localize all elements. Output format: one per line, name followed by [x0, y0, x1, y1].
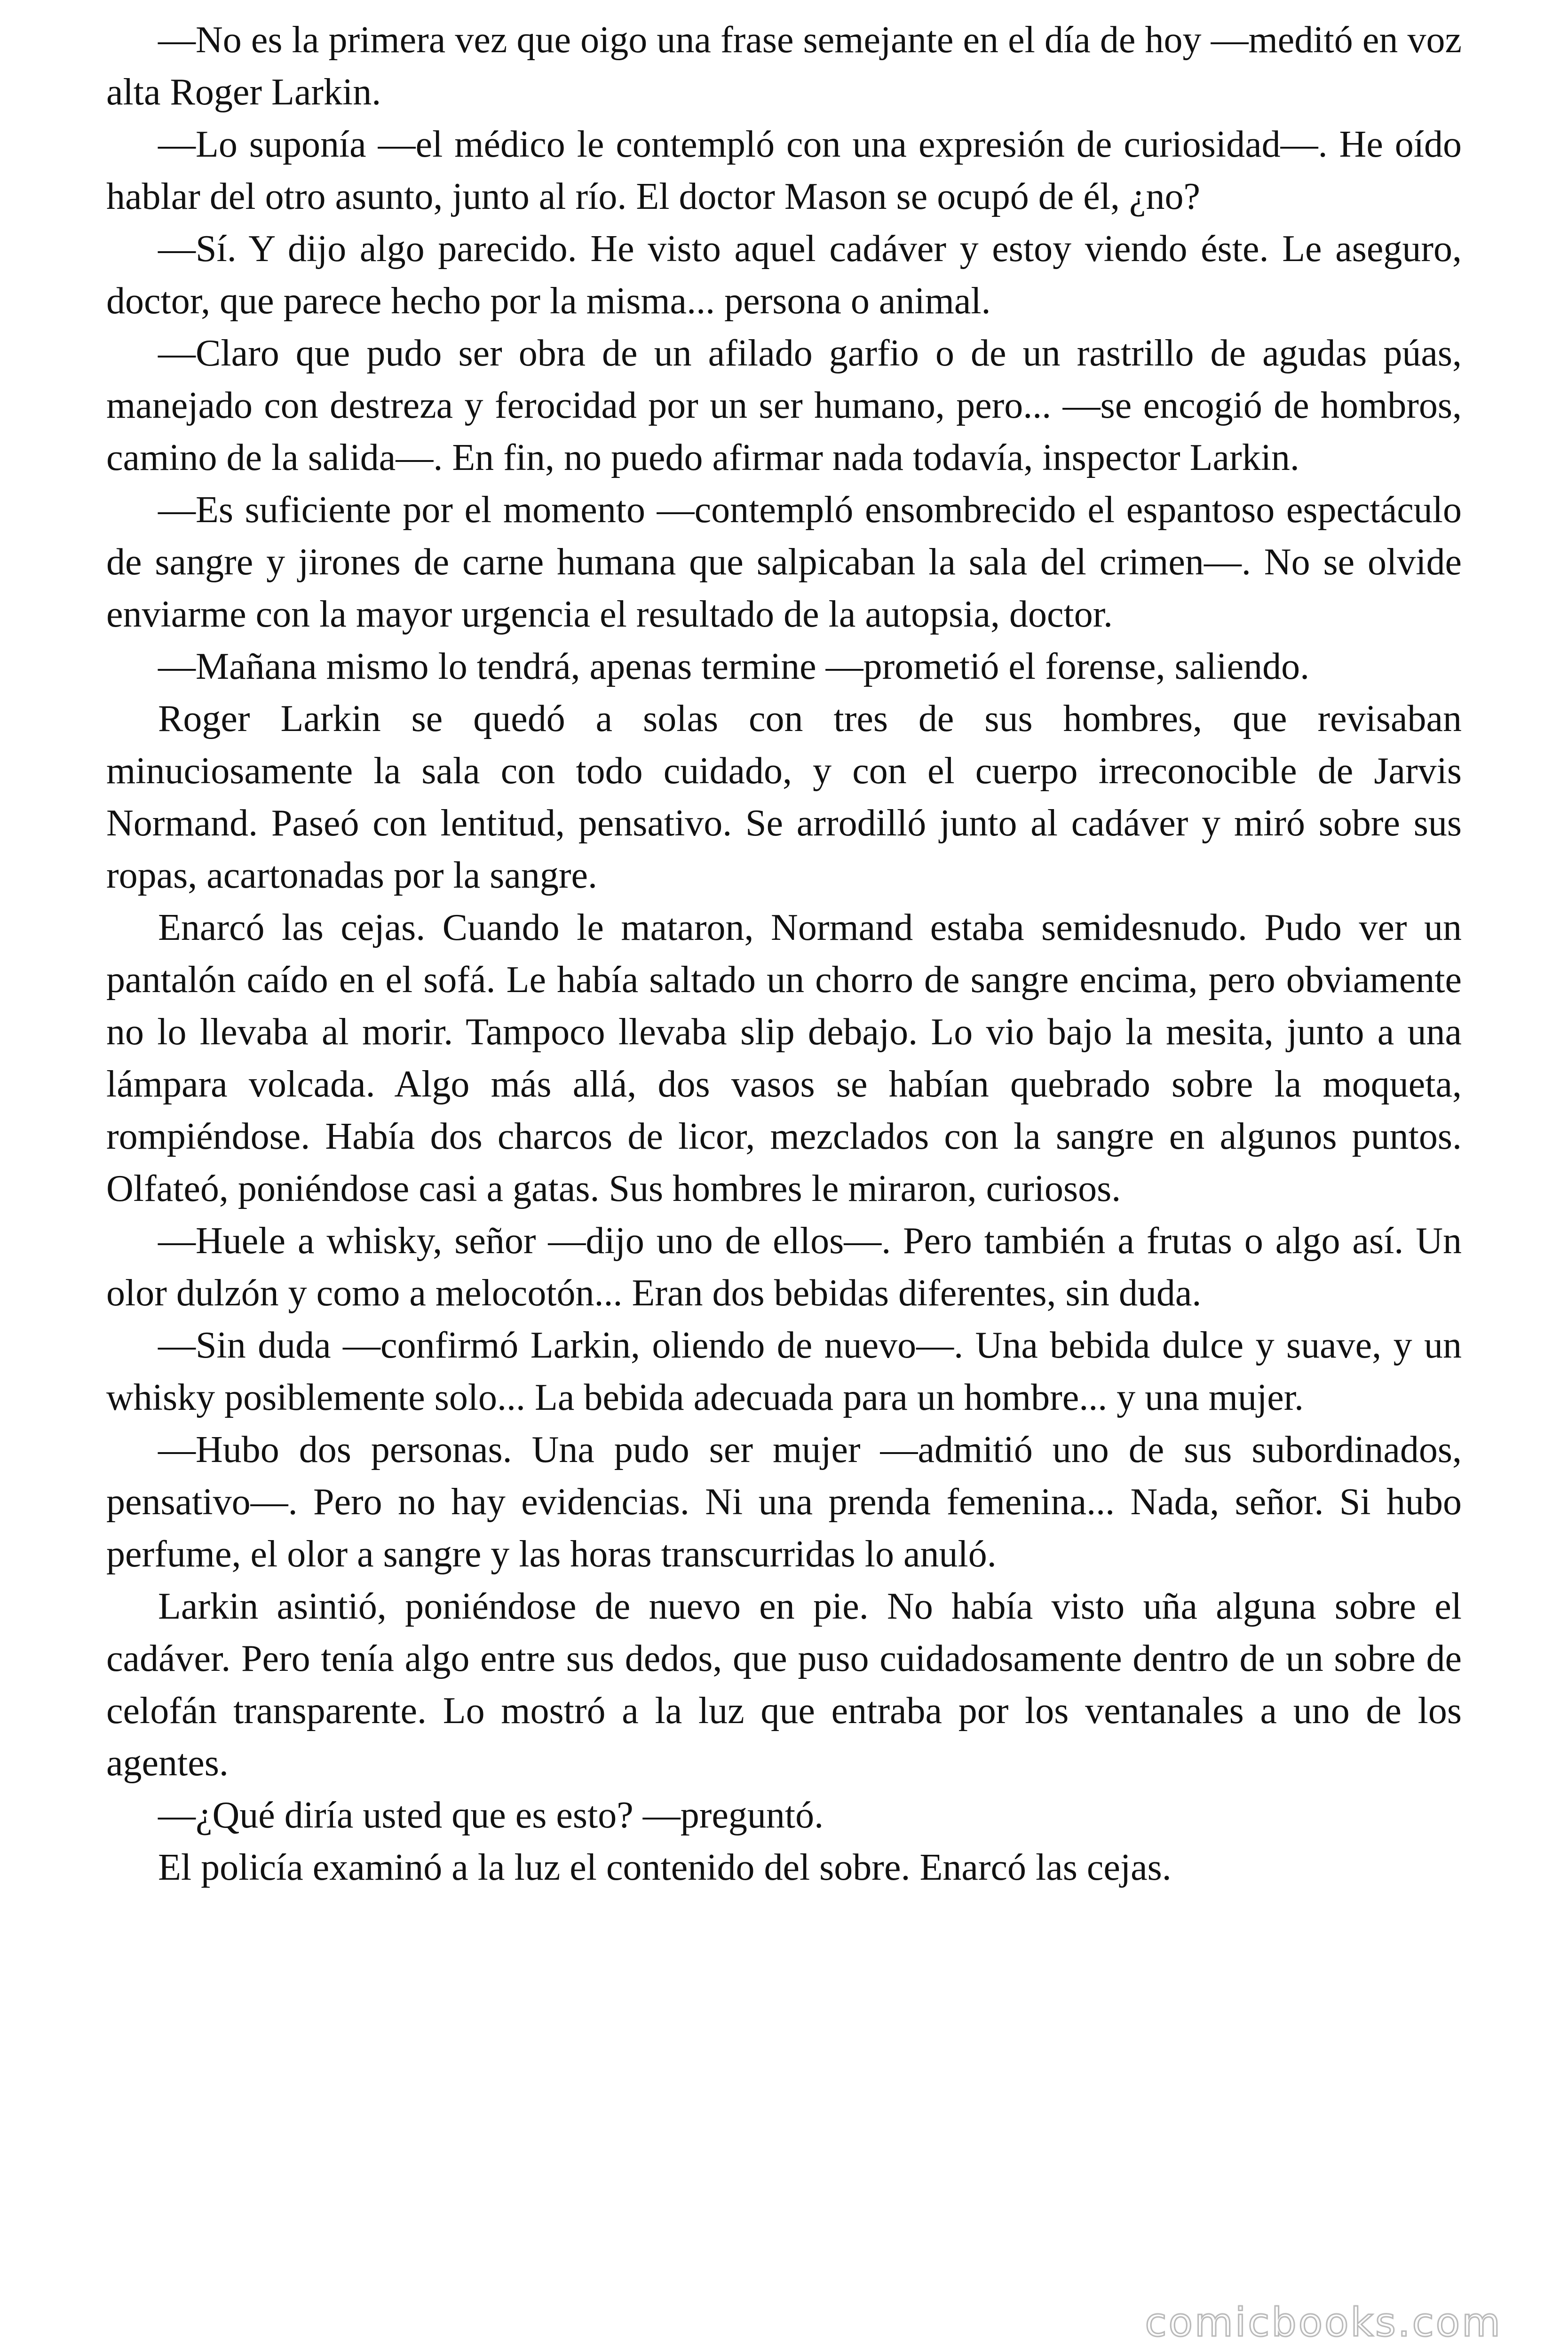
- paragraph: —¿Qué diría usted que es esto? —preguntó.: [158, 1795, 824, 1836]
- paragraph: —Sin duda —confirmó Larkin, oliendo de nuevo—. Una bebida dulce y suave, y un whisky posiblemente solo... La bebida adecuada para un hombre... y una mujer.: [106, 1325, 1462, 1418]
- paragraph: —Huele a whisky, señor —dijo uno de ellos—. Pero también a frutas o algo así. Un olor dulzón y como a melocotón... Eran dos bebidas diferentes, sin duda.: [106, 1220, 1462, 1314]
- paragraph: —Hubo dos personas. Una pudo ser mujer —admitió uno de sus subordinados, pensativo—. Pero no hay evidencias. Ni una prenda femenina... Nada, señor. Si hubo perfume, el olor a sangre y las horas transcurridas lo anuló.: [106, 1429, 1462, 1575]
- paragraph: —Sí. Y dijo algo parecido. He visto aquel cadáver y estoy viendo éste. Le aseguro, doctor, que parece hecho por la misma... persona o animal.: [106, 228, 1462, 322]
- paragraph: —No es la primera vez que oigo una frase semejante en el día de hoy —meditó en voz alta Roger Larkin.: [106, 19, 1462, 113]
- paragraph: —Claro que pudo ser obra de un afilado garfio o de un rastrillo de agudas púas, manejado con destreza y ferocidad por un ser humano, pero... —se encogió de hombros, camino de la salida—. En fin, no puedo afirmar nada todavía, inspector Larkin.: [106, 333, 1462, 478]
- paragraph: Enarcó las cejas. Cuando le mataron, Normand estaba semidesnudo. Pudo ver un pantalón caído en el sofá. Le había saltado un chorro de sangre encima, pero obviamente no lo llevaba al morir. Tampoco llevaba slip debajo. Lo vio bajo la mesita, junto a una lámpara volcada. Algo más allá, dos vasos se habían quebrado sobre la moqueta, rompiéndose. Había dos charcos de licor, mezclados con la sangre en algunos puntos. Olfateó, poniéndose casi a gatas. Sus hombres le miraron, curiosos.: [106, 907, 1462, 1209]
- paragraph: —Mañana mismo lo tendrá, apenas termine —prometió el forense, saliendo.: [158, 646, 1310, 687]
- watermark: comicbooks.com: [1145, 2299, 1502, 2345]
- body-text: [106, 14, 1462, 1894]
- paragraph: Larkin asintió, poniéndose de nuevo en pie. No había visto uña alguna sobre el cadáver. Pero tenía algo entre sus dedos, que puso cuidadosamente dentro de un sobre de celofán transparente. Lo mostró a la luz que entraba por los ventanales a uno de los agentes.: [106, 1586, 1462, 1784]
- paragraph: —Lo suponía —el médico le contempló con una expresión de curiosidad—. He oído hablar del otro asunto, junto al río. El doctor Mason se ocupó de él, ¿no?: [106, 124, 1462, 217]
- paragraph: Roger Larkin se quedó a solas con tres de sus hombres, que revisaban minuciosamente la sala con todo cuidado, y con el cuerpo irreconocible de Jarvis Normand. Paseó con lentitud, pensativo. Se arrodilló junto al cadáver y miró sobre sus ropas, acartonadas por la sangre.: [106, 698, 1462, 896]
- paragraph: El policía examinó a la luz el contenido del sobre. Enarcó las cejas.: [158, 1847, 1172, 1888]
- paragraph: —Es suficiente por el momento —contempló ensombrecido el espantoso espectáculo de sangre y jirones de carne humana que salpicaban la sala del crimen—. No se olvide enviarme con la mayor urgencia el resultado de la autopsia, doctor.: [106, 489, 1462, 635]
